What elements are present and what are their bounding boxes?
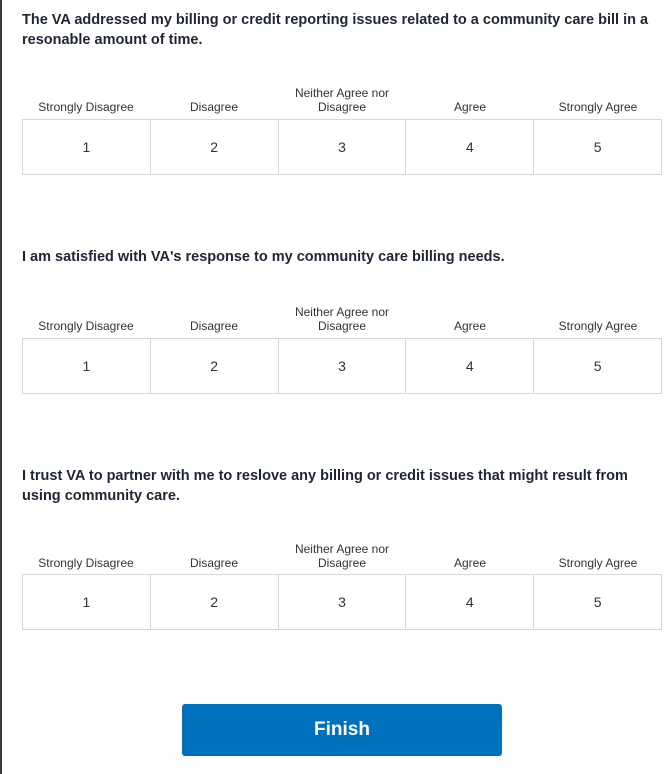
scale-label-strongly-agree: Strongly Agree <box>558 319 638 333</box>
scale-label-disagree: Disagree <box>189 556 239 570</box>
rating-option-2[interactable]: 2 <box>151 339 279 393</box>
question-text: I am satisfied with VA's response to my community care billing needs. <box>22 249 505 265</box>
scale-label-strongly-disagree: Strongly Disagree <box>38 556 134 570</box>
rating-option-4[interactable]: 4 <box>406 339 534 393</box>
rating-scale <box>22 574 662 630</box>
rating-option-4[interactable]: 4 <box>406 575 534 629</box>
scale-label-strongly-disagree: Strongly Disagree <box>38 100 134 114</box>
scale-label-neither: Neither Agree nor Disagree <box>294 305 390 333</box>
question-text: I trust VA to partner with me to reslove any billing or credit issues that might result from using community care. <box>22 468 628 504</box>
rating-scale <box>22 119 662 175</box>
scale-label-neither: Neither Agree nor Disagree <box>294 542 390 570</box>
scale-label-agree: Agree <box>453 100 487 114</box>
rating-option-5[interactable]: 5 <box>534 120 662 174</box>
rating-option-3[interactable]: 3 <box>279 339 407 393</box>
scale-label-agree: Agree <box>453 556 487 570</box>
scale-label-disagree: Disagree <box>189 319 239 333</box>
rating-option-2[interactable]: 2 <box>151 575 279 629</box>
rating-option-5[interactable]: 5 <box>534 575 662 629</box>
rating-option-5[interactable]: 5 <box>534 339 662 393</box>
scale-label-strongly-agree: Strongly Agree <box>558 100 638 114</box>
scale-label-disagree: Disagree <box>189 100 239 114</box>
rating-scale <box>22 338 662 394</box>
rating-option-3[interactable]: 3 <box>279 575 407 629</box>
scale-labels <box>22 534 662 570</box>
scale-labels <box>22 297 662 333</box>
question-1 <box>22 10 662 155</box>
rating-option-1[interactable]: 1 <box>23 120 151 174</box>
finish-button[interactable]: Finish <box>182 704 502 756</box>
question-text: The VA addressed my billing or credit reporting issues related to a community care bill in a resonable amount of time. <box>22 12 649 48</box>
rating-option-3[interactable]: 3 <box>279 120 407 174</box>
rating-option-4[interactable]: 4 <box>406 120 534 174</box>
scale-label-agree: Agree <box>453 319 487 333</box>
left-border <box>0 0 2 774</box>
scale-label-strongly-agree: Strongly Agree <box>558 556 638 570</box>
question-3 <box>22 466 662 610</box>
rating-option-2[interactable]: 2 <box>151 120 279 174</box>
rating-option-1[interactable]: 1 <box>23 339 151 393</box>
rating-option-1[interactable]: 1 <box>23 575 151 629</box>
scale-labels <box>22 78 662 114</box>
scale-label-neither: Neither Agree nor Disagree <box>294 86 390 114</box>
question-2 <box>22 247 662 374</box>
scale-label-strongly-disagree: Strongly Disagree <box>38 319 134 333</box>
